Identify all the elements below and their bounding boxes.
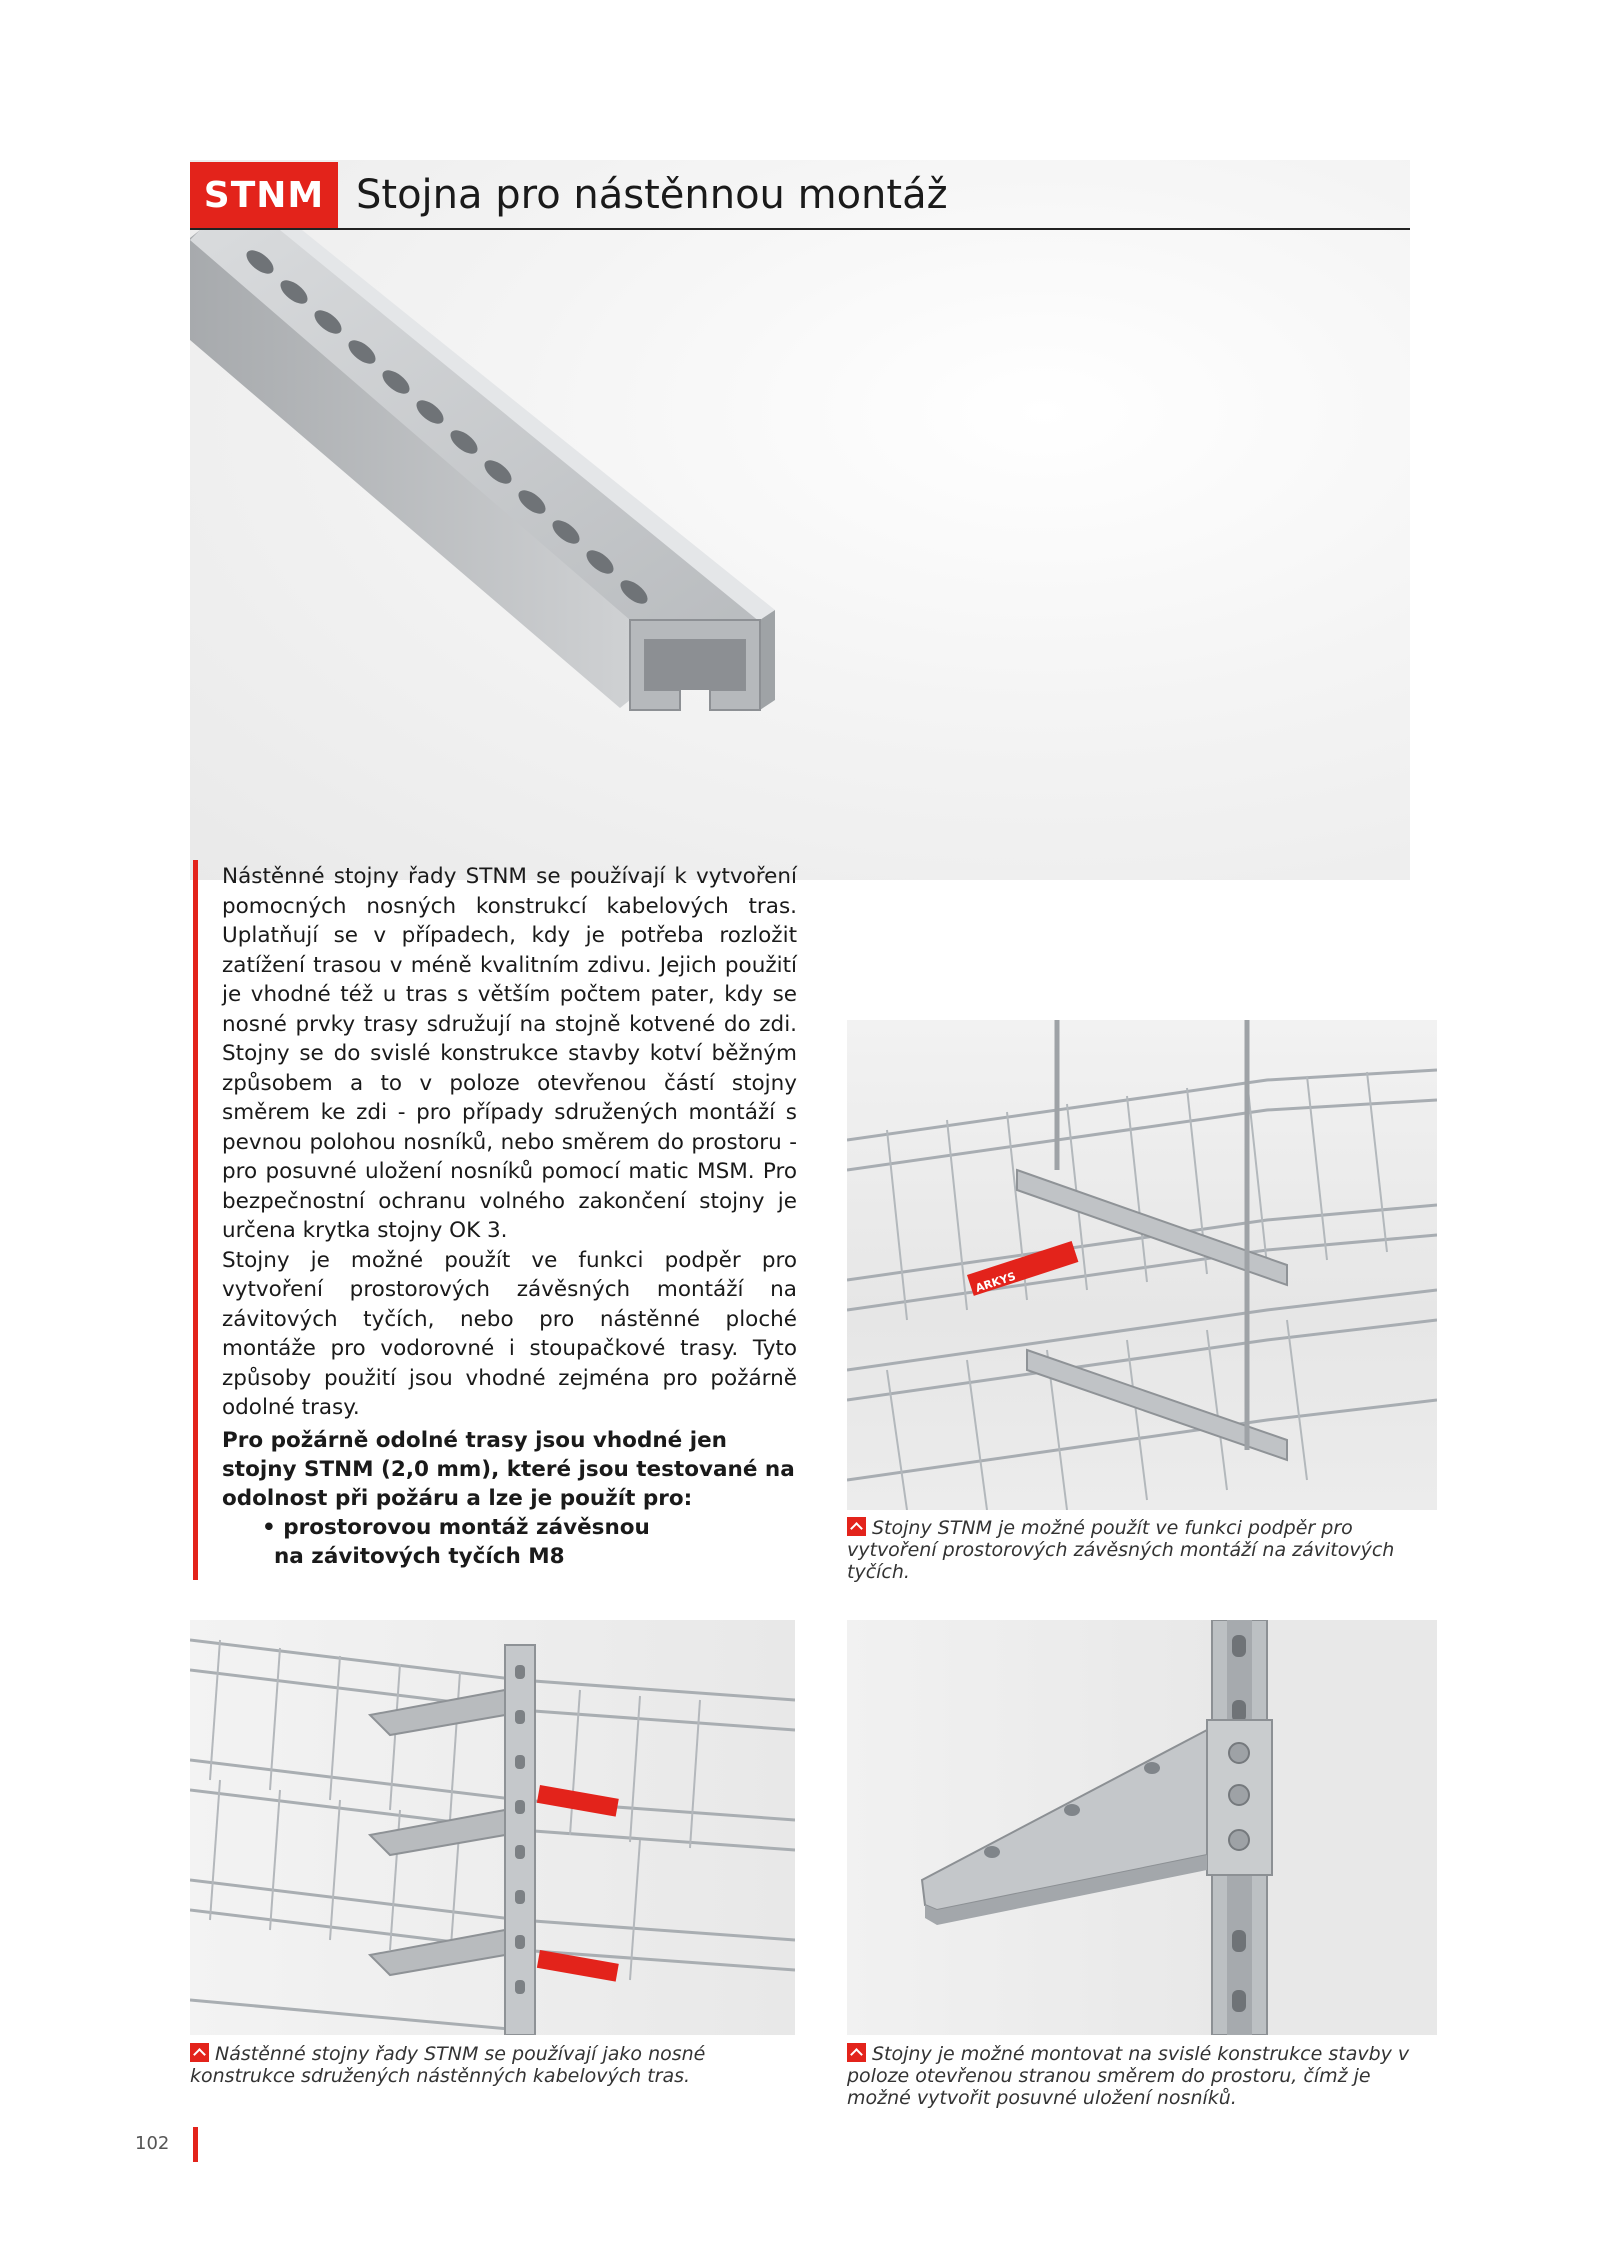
description-accent-bar <box>193 860 198 1580</box>
photo-strut-with-bracket <box>847 1620 1437 2035</box>
fire-resistance-note <box>222 1426 797 1571</box>
fire-note-text: Pro požárně odolné trasy jsou vhodné jen stojny STNM (2,0 mm), které jsou testované na odolnost při požáru a lze je použít pro: <box>222 1428 795 1511</box>
caption-marker-icon <box>847 1517 866 1536</box>
caption-wall-mounted-trays <box>190 2043 795 2087</box>
product-code-badge: STNM <box>190 162 338 228</box>
caption-marker-icon <box>847 2043 866 2062</box>
caption-text: Stojny je možné montovat na svislé konstrukce stavby v poloze otevřenou stranou směrem do prostoru, čímž je možné vytvořit posuvné uložení nosníků. <box>847 2043 1410 2109</box>
strut-channel-image <box>190 230 810 750</box>
caption-marker-icon <box>190 2043 209 2062</box>
fire-note-bullet: • prostorovou montáž závěsnou <box>262 1515 650 1540</box>
product-description <box>222 862 797 1423</box>
description-paragraph-2: Stojny je možné použít ve funkci podpěr pro vytvoření prostorových závěsných montáží na závitových tyčích, nebo pro nástěnné ploché montáže pro vodorovné i stoupačkové trasy. Tyto způsoby použití jsou vhodné zejména pro požárně odolné trasy. <box>222 1247 797 1420</box>
description-paragraph-1: Nástěnné stojny řady STNM se používají k vytvoření pomocných nosných konstrukcí kabelových tras. Uplatňují se v případech, kdy je potřeba rozložit zatížení trasou v méně kvalitním zdivu. Jejich použití je vhodné též u tras s větším počtem pater, kdy se nosné prvky trasy sdružují na stojně kotvené do zdi. Stojny se do svislé konstrukce stavby kotví běžným způsobem a to v poloze otevřenou částí stojny směrem ke zdi - pro případy sdružených montáží s pevnou polohou nosníků, nebo směrem do prostoru - pro posuvné uložení nosníků pomocí matic MSM. Pro bezpečnostní ochranu volného zakončení stojny je určena krytka stojny OK 3. <box>222 864 797 1243</box>
fire-note-bullet-continuation: na závitových tyčích M8 <box>274 1544 565 1569</box>
caption-text: Nástěnné stojny řady STNM se používají jako nosné konstrukce sdružených nástěnných kabelových tras. <box>190 2043 706 2087</box>
page-number: 102 <box>135 2133 170 2154</box>
photo-suspended-trays <box>847 1020 1437 1510</box>
tray-label: ARKYS <box>973 1269 1018 1295</box>
photo-wall-mounted-trays <box>190 1620 795 2035</box>
caption-text: Stojny STNM je možné použít ve funkci podpěr pro vytvoření prostorových závěsných montáží na závitových tyčích. <box>847 1517 1395 1583</box>
page-header <box>190 162 948 228</box>
caption-suspended-trays <box>847 1517 1437 1583</box>
page-number-bar <box>193 2127 198 2162</box>
caption-strut-with-bracket <box>847 2043 1437 2109</box>
page-title: Stojna pro nástěnnou montáž <box>356 172 948 218</box>
